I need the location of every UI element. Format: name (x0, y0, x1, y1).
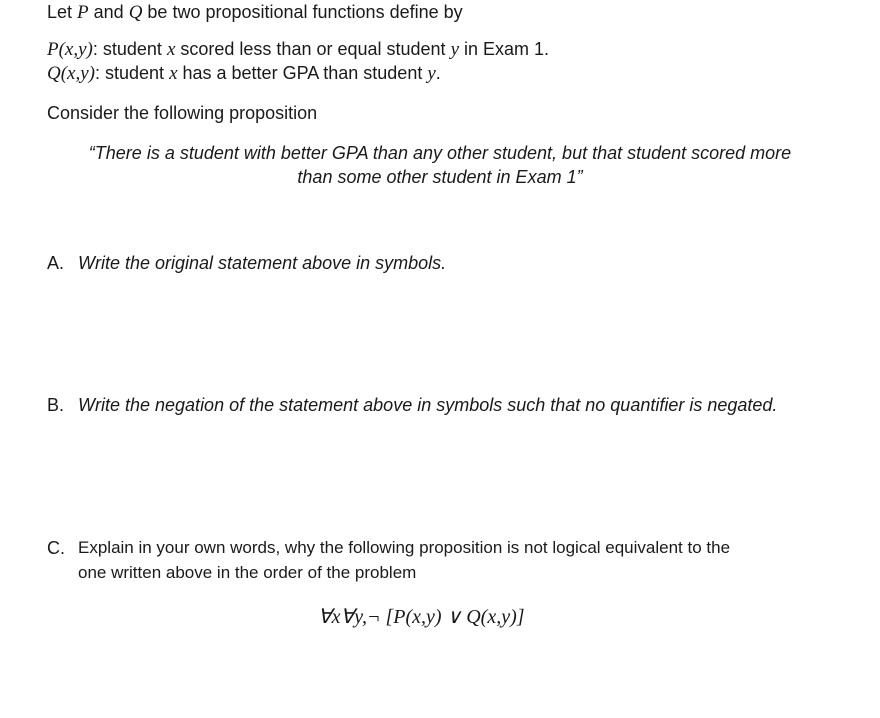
consider-text: Consider the following proposition (47, 103, 318, 123)
def-p-var-y: y (450, 39, 459, 60)
definition-p (47, 37, 549, 62)
def-q-var-y: y (427, 63, 436, 84)
quote-line-1: “There is a student with better GPA than any other student, but that student scored more (88, 143, 792, 163)
def-q-text-b: has a better GPA than student (177, 63, 428, 83)
quote-line-2: than some other student in Exam 1” (297, 167, 583, 187)
formula-quantifiers: ∀x∀y,¬ (318, 606, 386, 628)
question-c-line-2: one written above in the order of the problem (78, 563, 417, 582)
intro-and: and (88, 2, 129, 22)
def-p-text-c: in Exam 1. (459, 39, 550, 59)
question-c-line-1: Explain in your own words, why the following proposition is not logical equivalent to the (78, 538, 731, 557)
definition-q (47, 61, 441, 86)
def-q-text-a: : student (95, 63, 170, 83)
intro-sentence (47, 0, 463, 25)
def-p-var-x: x (166, 39, 176, 60)
intro-prefix: Let (47, 2, 78, 22)
p-function: P(x,y) (47, 39, 93, 60)
formula-body: [P(x,y) ∨ Q(x,y)] (385, 606, 525, 628)
def-p-text-a: : student (92, 39, 167, 59)
question-b-text: Write the negation of the statement above in symbols such that no quantifier is negated. (78, 395, 778, 415)
question-b-letter: B. (47, 395, 65, 415)
def-p-text-b: scored less than or equal student (175, 39, 451, 59)
def-q-var-x: x (169, 63, 178, 84)
question-c-letter: C. (47, 538, 65, 558)
q-symbol: Q (128, 2, 143, 23)
q-function: Q(x,y) (47, 63, 95, 84)
p-symbol: P (77, 2, 89, 23)
question-a-text: Write the original statement above in symbols. (78, 253, 447, 273)
formula (318, 605, 525, 629)
question-a-letter: A. (47, 253, 65, 273)
def-q-text-c: . (435, 63, 441, 83)
intro-suffix: be two propositional functions define by (142, 2, 463, 22)
